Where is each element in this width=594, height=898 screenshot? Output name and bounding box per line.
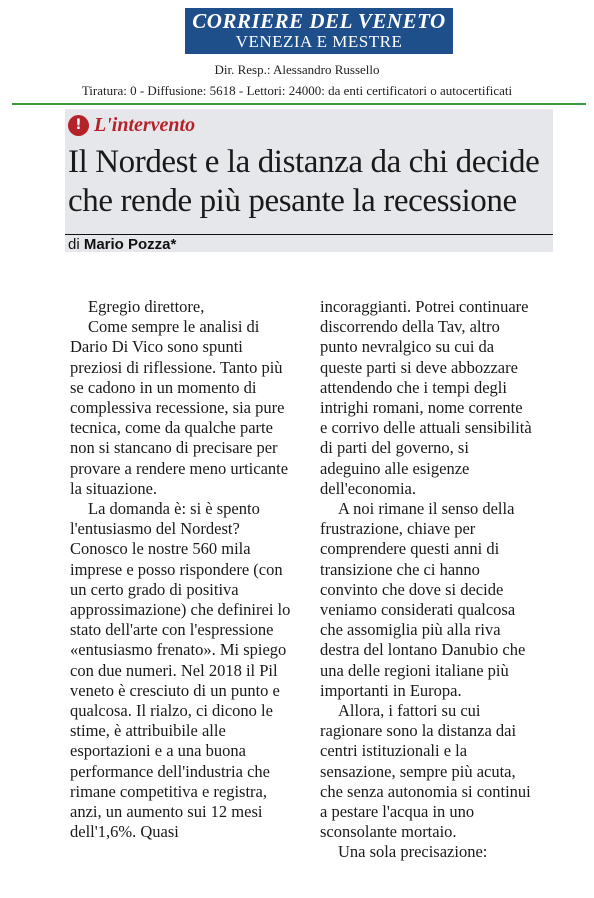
- author-name: Mario Pozza*: [83, 236, 177, 253]
- article-headline: Il Nordest e la distanza da chi decide che rende più pesante la recessione: [68, 144, 540, 219]
- kicker-label: L'intervento: [94, 113, 196, 136]
- masthead-title: CORRIERE DEL VENETO: [192, 9, 446, 33]
- paragraph: Egregio direttore,: [88, 297, 205, 316]
- masthead: [185, 8, 453, 54]
- paragraph: Una sola precisazione:: [338, 842, 488, 862]
- paragraph: La domanda è: si è spento l'entusiasmo del Nordest? Conosco le nostre 560 mila imprese e posso rispondere (con un certo grado di positiva approssimazione) che definirei lo stato dell'arte con l'espressione «entusiasmo frenato». Mi spiego con due numeri. Nel 2018 il Pil veneto è cresciuto di un punto e qualcosa. Il rialzo, ci dicono le stime, è attribuibile alle esportazioni e a una buona performance dell'industria che rimane competitiva e registra, anzi, un aumento sui 12 mesi dell'1,6%. Quasi: [70, 499, 291, 842]
- director-line: Dir. Resp.: Alessandro Russello: [214, 62, 380, 77]
- byline-divider: [65, 234, 553, 235]
- circulation-line: Tiratura: 0 - Diffusione: 5618 - Lettori: 24000: da enti certificatori o autocertificati: [81, 83, 513, 98]
- article-column-2: [320, 297, 532, 863]
- paragraph: incoraggianti. Potrei continuare discorrendo della Tav, altro punto nevralgico su cui da queste parti si deve abbozzare attendendo che i tempi degli intrighi romani, nome corrente e corrivo delle attuali sensibilità di parti del governo, si adeguino alle esigenze dell'economia.: [320, 297, 532, 498]
- byline: [68, 236, 176, 253]
- paragraph: A noi rimane il senso della frustrazione, chiave per comprendere questi anni di transizione che ci hanno convinto che dove si decide veniamo considerati qualcosa che assomiglia più alla riva destra del lontano Danubio che una delle regioni italiane più importanti in Europa.: [320, 499, 526, 700]
- article-column-1: [70, 297, 298, 842]
- header-divider: [12, 103, 586, 105]
- exclamation-icon: !: [68, 115, 89, 136]
- paragraph: Allora, i fattori su cui ragionare sono la distanza dai centri istituzionali e la sensazione, sempre più acuta, che senza autonomia si continui a pestare l'acqua in uno sconsolante mortaio.: [320, 701, 531, 842]
- paragraph: Come sempre le analisi di Dario Di Vico sono spunti preziosi di riflessione. Tanto più se cadono in un momento di complessiva recessione, sia pure tecnica, come da qualche parte non si stancano di precisare per provare a rendere meno urticante la situazione.: [70, 317, 289, 498]
- byline-prefix: di: [68, 236, 84, 253]
- masthead-edition: VENEZIA E MESTRE: [235, 32, 403, 51]
- kicker: [68, 113, 195, 137]
